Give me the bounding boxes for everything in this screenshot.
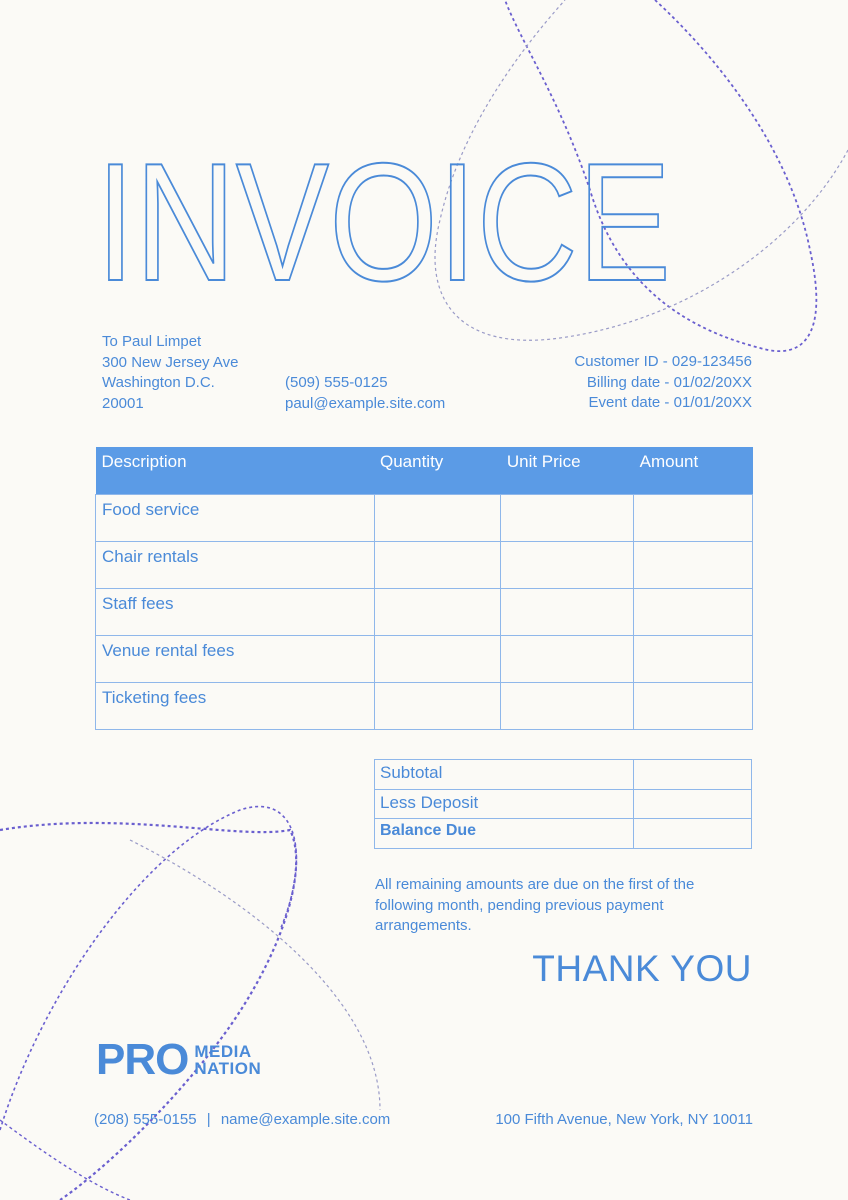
- bill-to-name: To Paul Limpet: [102, 333, 202, 350]
- logo-subtitle: [194, 1043, 261, 1077]
- footer-address: 100 Fifth Avenue, New York, NY 10011: [495, 1111, 753, 1128]
- item-description: Ticketing fees: [96, 682, 375, 729]
- item-unit-price: [501, 494, 634, 541]
- bill-to-phone: (509) 555-0125: [285, 374, 388, 391]
- item-quantity: [374, 588, 501, 635]
- item-unit-price: [501, 541, 634, 588]
- table-row: [96, 682, 753, 729]
- thank-you-text: THANK YOU: [532, 948, 752, 989]
- table-row: [96, 494, 753, 541]
- item-quantity: [374, 635, 501, 682]
- subtotal-label: Subtotal: [375, 760, 634, 790]
- table-row: [96, 588, 753, 635]
- subtotal-value: [634, 760, 752, 790]
- footer-separator: |: [206, 1111, 211, 1128]
- invoice-title: [96, 128, 716, 316]
- header-amount: Amount: [634, 447, 753, 494]
- subtotal-row: [375, 760, 752, 790]
- customer-id: Customer ID - 029-123456: [574, 353, 752, 370]
- table-row: [96, 541, 753, 588]
- deposit-label: Less Deposit: [375, 789, 634, 819]
- table-row: [96, 635, 753, 682]
- item-unit-price: [501, 635, 634, 682]
- billing-date: Billing date - 01/02/20XX: [586, 373, 752, 391]
- items-table-header: [96, 447, 753, 494]
- logo-line-nation: NATION: [194, 1059, 262, 1078]
- bill-to-street: 300 New Jersey Ave: [102, 353, 239, 371]
- footer-contact: [94, 1111, 390, 1128]
- balance-due-value: [634, 819, 752, 849]
- bill-to-city: Washington D.C.: [102, 374, 215, 391]
- logo-pro: PRO: [96, 1035, 189, 1084]
- invoice-title-text: INVOICE: [96, 128, 671, 316]
- logo-line-media: MEDIA: [194, 1042, 252, 1061]
- payment-note: All remaining amounts are due on the first of the following month, pending previous payment arrangements.: [375, 876, 695, 934]
- item-description: Chair rentals: [96, 541, 375, 588]
- item-unit-price: [501, 682, 634, 729]
- bill-to-address: [102, 332, 238, 414]
- item-amount: [634, 588, 753, 635]
- item-quantity: [374, 682, 501, 729]
- item-description: Food service: [96, 494, 375, 541]
- footer-email: name@example.site.com: [220, 1111, 391, 1128]
- item-unit-price: [501, 588, 634, 635]
- header-unit-price: Unit Price: [501, 447, 634, 494]
- deposit-row: [375, 789, 752, 819]
- balance-due-label: Balance Due: [375, 819, 634, 849]
- item-amount: [634, 635, 753, 682]
- header-description: Description: [96, 447, 375, 494]
- balance-due-row: [375, 819, 752, 849]
- deposit-value: [634, 789, 752, 819]
- header-quantity: Quantity: [374, 447, 501, 494]
- items-table: [95, 447, 753, 730]
- company-logo: [96, 1035, 262, 1084]
- item-amount: [634, 682, 753, 729]
- totals-table: [374, 759, 752, 849]
- bill-to-zip: 20001: [102, 394, 144, 412]
- footer-phone: (208) 555-0155: [94, 1111, 197, 1128]
- item-description: Venue rental fees: [96, 635, 375, 682]
- event-date: Event date - 01/01/20XX: [588, 394, 752, 411]
- item-quantity: [374, 541, 501, 588]
- item-amount: [634, 494, 753, 541]
- bill-to-contact: [285, 373, 445, 414]
- item-amount: [634, 541, 753, 588]
- item-quantity: [374, 494, 501, 541]
- item-description: Staff fees: [96, 588, 375, 635]
- invoice-meta: [574, 352, 752, 414]
- bill-to-email: paul@example.site.com: [285, 394, 446, 412]
